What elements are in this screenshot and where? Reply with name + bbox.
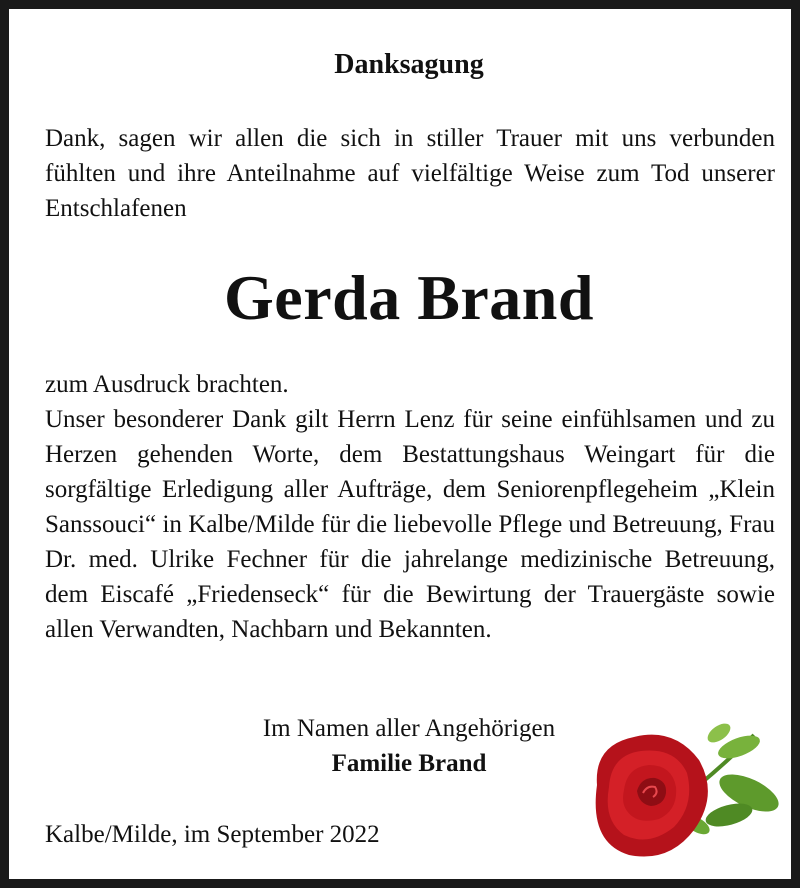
- deceased-name: Gerda Brand: [224, 262, 594, 333]
- family-signature: Familie Brand: [331, 750, 487, 777]
- place-date: Kalbe/Milde, im September 2022: [45, 821, 380, 848]
- thanks-body: [45, 367, 775, 647]
- after-name-line: zum Ausdruck brachten.: [45, 371, 289, 398]
- thanks-paragraph: Unser besonderer Dank gilt Herrn Lenz für seine einfühlsamen und zu Herzen gehenden Worte, dem Bestattungshaus Weingart für die sorgfältige Erledigung aller Aufträge, dem Seniorenpflegeheim „Klein Sanssouci“ in Kalbe/Milde für die liebevolle Pflege und Betreuung, Frau Dr. med. Ulrike Fechner für die jahrelange medizinische Betreuung, dem Eiscafé „Friedenseck“ für die Bewirtung der Trauergäste sowie allen Verwandten, Nachbarn und Bekannten.: [45, 406, 775, 643]
- intro-paragraph: Dank, sagen wir allen die sich in stiller Trauer mit uns verbunden fühlten und ihre Anteilnahme auf vielfältige Weise zum Tod unserer Entschlafenen: [45, 125, 775, 222]
- red-rose-icon: [579, 715, 784, 865]
- signature-line: Im Namen aller Angehörigen: [262, 715, 556, 742]
- notice-heading: Danksagung: [334, 49, 484, 80]
